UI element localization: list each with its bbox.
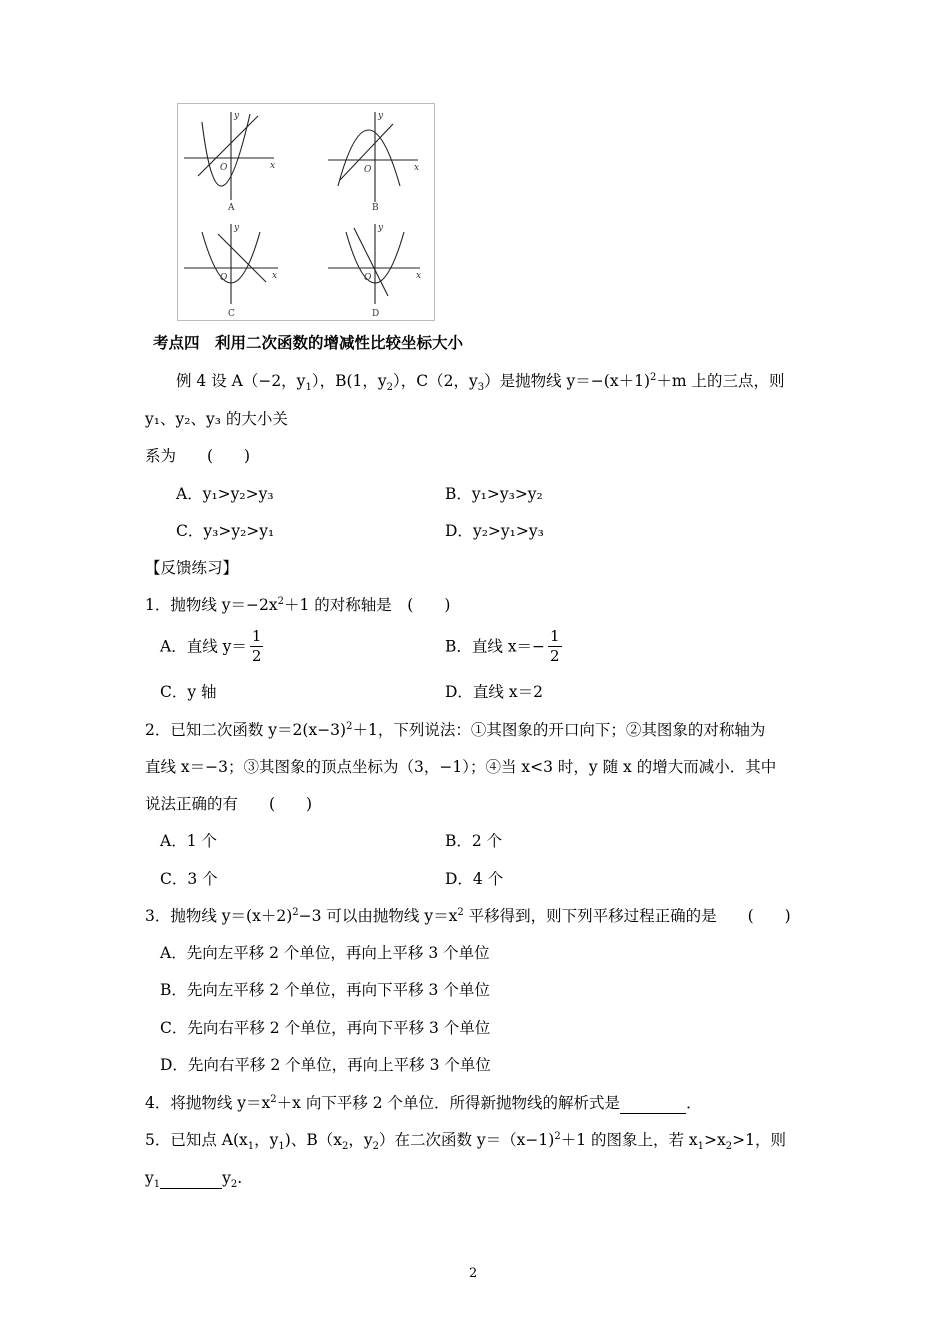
q2-option-a[interactable]: A．1 个 xyxy=(160,832,217,850)
example4-line3: 系为 ( ) xyxy=(145,447,251,465)
panel-label-d: D xyxy=(372,309,380,319)
origin-label-d: O xyxy=(364,273,372,283)
q4-answer-blank[interactable] xyxy=(620,1093,686,1114)
origin-label-a: O xyxy=(220,163,228,173)
graph-panel-a xyxy=(184,112,274,200)
axis-label-x-d: x xyxy=(416,271,422,281)
origin-label-b: O xyxy=(364,165,372,175)
axis-label-y-d: y xyxy=(378,223,384,233)
example4-line1: 例 4 设 A（−2，$y_1$），B(1，$y_2$），C（2，$y_3$）是抛物线 $y=-(x+1)^2+m$ 上的三点，则 xyxy=(176,372,785,393)
q2-option-d[interactable]: D．4 个 xyxy=(445,870,504,888)
q1-option-b[interactable]: B．直线 x＝− $\frac{1}{2}$ xyxy=(445,627,560,665)
q2-line1: 2．已知二次函数 $y=2(x-3)^2+1$，下列说法：①其图象的开口向下；②其图象的对称轴为 xyxy=(145,721,766,739)
graph-panel-c xyxy=(184,224,278,304)
q4-stem: 4．将抛物线 $y=x^2+x$ 向下平移 2 个单位．所得新抛物线的解析式是 ． xyxy=(145,1094,702,1112)
example4-line2: y₁、y₂、y₃ 的大小关 xyxy=(145,410,288,428)
q1-option-c[interactable]: C．y 轴 xyxy=(160,683,217,701)
q2-line3: 说法正确的有 ( ) xyxy=(145,795,313,813)
example4-option-c[interactable]: C．y₃>y₂>y₁ xyxy=(176,522,275,540)
q5-line2: $y_1$ $y_2$. xyxy=(145,1169,243,1190)
q3-option-d[interactable]: D．先向右平移 2 个单位，再向上平移 3 个单位 xyxy=(160,1056,491,1074)
page-number: 2 xyxy=(469,1266,478,1281)
q5-answer-blank[interactable] xyxy=(160,1168,222,1189)
q3-stem: 3．抛物线 $y=(x+2)^2-3$ 可以由抛物线 $y=x^2$ 平移得到，则下列平移过程正确的是 ( ) xyxy=(145,907,791,925)
q1-stem: 1．抛物线 $y=-2x^2+1$ 的对称轴是 ( ) xyxy=(145,596,451,614)
q1-option-d[interactable]: D．直线 x＝2 xyxy=(445,683,543,701)
q1-option-b-fraction: $\frac{1}{2}$ xyxy=(550,627,560,665)
panel-label-a: A xyxy=(228,203,235,213)
example4-option-d[interactable]: D．y₂>y₁>y₃ xyxy=(445,522,544,540)
q3-option-c[interactable]: C．先向右平移 2 个单位，再向下平移 3 个单位 xyxy=(160,1019,491,1037)
origin-label-c: O xyxy=(220,273,228,283)
axis-label-y-a: y xyxy=(234,111,240,121)
feedback-header: 【反馈练习】 xyxy=(145,559,239,577)
q3-option-a[interactable]: A．先向左平移 2 个单位，再向上平移 3 个单位 xyxy=(160,944,490,962)
axis-label-y-b: y xyxy=(378,111,384,121)
q3-option-b[interactable]: B．先向左平移 2 个单位，再向下平移 3 个单位 xyxy=(160,981,490,999)
q5-line1: 5．已知点 $A(x_1$，$y_1$)、$B(x_2$，$y_2$）在二次函数 y＝（x−1)$^2$＋1 的图象上，若 $x_1>x_2>1$，则 xyxy=(145,1131,787,1152)
graph-panel-b xyxy=(328,112,418,202)
function-graphs-figure xyxy=(177,103,435,321)
graphs-svg xyxy=(178,104,434,320)
panel-label-c: C xyxy=(228,309,235,319)
example4-option-a[interactable]: A．y₁>y₂>y₃ xyxy=(176,485,274,503)
axis-label-x-c: x xyxy=(272,271,278,281)
axis-label-x-b: x xyxy=(414,163,420,173)
axis-label-y-c: y xyxy=(234,223,240,233)
example4-option-b[interactable]: B．y₁>y₃>y₂ xyxy=(445,485,543,503)
q2-option-c[interactable]: C．3 个 xyxy=(160,870,218,888)
q2-line2: 直线 x＝−3；③其图象的顶点坐标为（3，−1）；④当 x<3 时，y 随 x 的增大而减小．其中 xyxy=(145,758,777,776)
graph-panel-d xyxy=(328,224,420,304)
axis-label-x-a: x xyxy=(270,161,276,171)
section-title: 考点四 利用二次函数的增减性比较坐标大小 xyxy=(153,333,464,352)
q1-option-a[interactable]: A．直线 y＝ $\frac{1}{2}$ xyxy=(160,627,262,665)
q2-option-b[interactable]: B．2 个 xyxy=(445,832,503,850)
panel-label-b: B xyxy=(372,203,379,213)
q1-option-a-fraction: $\frac{1}{2}$ xyxy=(251,627,262,665)
